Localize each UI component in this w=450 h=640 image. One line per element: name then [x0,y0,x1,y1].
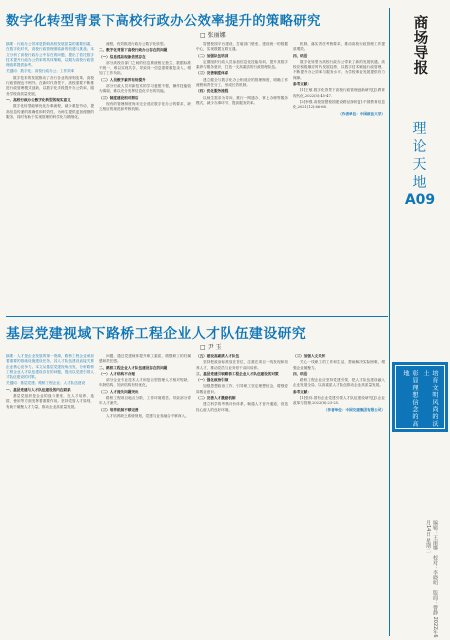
newspaper-masthead [395,16,447,76]
slogan-box [392,362,448,432]
paragraph: 流程，有效推进行政办公数字化转型。 [106,42,168,46]
paragraph: 一、高校行政办公数字化转型的现实意义 [6,97,71,102]
paragraph: 摘要：行政办公效率是影响高校发展质量的重要因素，在数字化时代，高校行政管理面临新的机遇与挑战。本文分析了高校行政办公中存在的问题，提出了依托数字技术提升行政办公效率的具体策略，以期为高校行政管理改革提供参考。 [6,42,94,68]
page-letter: A [404,192,416,208]
article2-column-1 [6,354,94,636]
article1-title: 数字化转型背景下高校行政办公效率提升的策略研究 [6,14,321,29]
paragraph: 部分企业专业技术人才和复合型管理人才相对短缺，年龄结构、知识结构有待优化。 [99,378,191,388]
paragraph: [1]王敏.数字化背景下高校行政管理创新研究[J].教育现代化,2022(5):45-47. [293,88,385,98]
paragraph: 数字化转型为高校行政办公带来了新的发展机遇。高校应积极顺应时代发展趋势，以数字技术赋能行政管理，不断提升办公效率与服务水平，为学校事业发展提供有力保障。 [293,59,385,80]
paragraph: 四、结语 [293,53,308,58]
paragraph: 智慧校园平台建设，打破部门壁垒，建设统一的数据中心，实现数据互联互通。 [196,42,288,52]
section-char: 论 [412,139,428,155]
article2-column-3 [196,354,288,636]
paragraph: 现有的管理制度尚未完全适应数字化办公的要求，缺乏相应的规范和考核机制。 [99,101,191,112]
paragraph: （四）优化服务流程 [196,89,229,94]
paragraph: 机制，落实责任考核要求，推动高校行政管理工作提质增效。 [293,42,385,52]
paragraph: （三）加强人文关怀 [293,354,326,358]
slogan-line: 彰显理想信念的高地 [402,370,418,428]
article1-column-3 [196,42,288,312]
masthead-char: 导 [413,45,429,62]
page-number [392,192,448,208]
section-label [392,120,448,208]
article2-column-2 [99,354,191,636]
paragraph: （二）加强队伍培训 [196,53,229,58]
paragraph: 一、基层党建与人才队伍建设的内在联系 [6,387,71,392]
paragraph: 路桥工程企业应坚持党建引领，把人才队伍建设融入企业发展全局，以高素质人才队伍推动企业高质量发展。 [293,378,385,388]
paragraph: 部分高校各部门之间的信息系统相互独立，数据标准不统一，难以实现共享，导致同一信息需要重复录入，增加了工作负担。 [99,60,191,76]
masthead-char: 场 [413,30,429,47]
section-char: 地 [412,175,428,191]
paragraph: （三）完善制度体系 [196,71,229,76]
paragraph: 二、数字化背景下高校行政办公存在的问题 [99,48,168,53]
section-char: 天 [412,157,428,173]
paragraph: 数字化转型能够优化办事流程，减少重复劳动，提高信息传递的准确性和时效性，为师生提供更加便捷的服务，同时有助于实现管理的科学化与精细化。 [6,104,94,119]
page-digits: 09 [415,192,436,208]
masthead-char: 报 [413,60,429,77]
paragraph: 四、结语 [293,371,308,376]
paragraph: 加强思想政治工作，引导职工坚定理想信念，增强爱岗敬业意识。 [196,384,288,394]
slogan-line: 培育文明风尚的沃土 [422,370,438,428]
article2-author: □ 尹 玉 [200,344,222,351]
paragraph: （二）人员数字素养有待提升 [99,77,146,82]
article1-author: □ 张丽娜 [200,32,226,39]
paragraph: 二、路桥工程企业人才队伍建设存在的问题 [99,365,168,370]
paragraph: 坚持把政治标准放在首位，注重在项目一线发现和培养人才，推动党员与业务骨干双向培养。 [196,360,288,370]
article1-column-4 [293,42,385,312]
paragraph: 三、基层党建引领路桥工程企业人才队伍建设的对策 [196,371,279,376]
paragraph: 基层党组织是企业的战斗堡垒，在人才培养、选拔、使用等方面发挥着重要作用。坚持党管人才原则，有助于凝聚人才力量，推动企业高质量发展。 [6,394,94,409]
paragraph: [1]张伟.国有企业党建引领人才队伍建设研究[J].企业改革与管理,2022(8):23-25. [293,396,385,406]
paragraph: 路桥工程项目地点分散、工作环境艰苦，导致部分青年人才流失。 [99,396,191,406]
paragraph: （二）完善人才激励机制 [196,396,236,401]
article1-column-2 [99,42,191,312]
paragraph: （五）建设高素质人才队伍 [196,354,240,358]
paragraph: 参考文献： [293,389,311,394]
paragraph: 参考文献： [293,82,311,87]
section-char: 理 [412,121,428,137]
paragraph: （作者单位：中国政法大学） [338,111,385,116]
paragraph: （二）人才流失问题突出 [99,389,139,394]
paragraph: （作者单位：中国交建集团有限公司） [323,407,385,412]
sidebar-divider [389,8,390,636]
paragraph: 部分行政人员对新技术的学习意愿不强，操作技能较为薄弱，难以充分发挥信息化平台的功能。 [99,84,191,94]
paragraph: 以师生需求为导向，推行一网通办、掌上办理等服务模式，减少办事环节，提高服务效率。 [196,95,288,105]
paragraph: 人才培养缺乏系统规划，党建与业务融合不够深入。 [106,413,189,418]
paragraph: 建立健全与数字化办公相适应的管理制度，明确工作流程和责任分工，形成长效机制。 [196,77,288,88]
paragraph: 关键词：数字化；高校行政办公；工作效率 [6,69,75,74]
paragraph: 关键词：基层党建；路桥工程企业；人才队伍建设 [6,381,86,386]
paragraph: 问题，通过党建载体提升职工素质，增强职工的归属感和责任感。 [99,354,191,364]
paragraph: （三）制度建设相对滞后 [99,95,139,100]
article2-title: 基层党建视域下路桥工程企业人才队伍建设研究 [6,326,307,342]
paragraph: （一）强化政治引领 [196,378,229,383]
masthead-char: 商 [413,15,429,32]
paragraph: [2]李强.高校智慧校园建设路径探析[J].中国教育信息化,2021(12):66-68. [293,99,385,110]
article-divider [6,316,388,317]
paragraph: （一）信息孤岛现象依然存在 [99,54,146,59]
issue-info: 编辑：王丽娜 校对：李晓明 版面：曹静 2022年6月14日 星期二 [425,520,438,638]
paragraph: 数字技术的发展推动了各行各业的深刻变革，高校行政管理也不例外。在新时代背景下，高校需要不断推进行政管理模式创新，以数字化手段提升办公效率，服务学校高质量发展。 [6,75,94,96]
paragraph: 关心一线职工的工作和生活，帮助解决实际困难，增强企业凝聚力。 [293,360,385,370]
paragraph: 摘要：人才是企业发展的第一资源，路桥工程企业承担着重要的基础设施建设任务，其人才队伍建设直接关系企业核心竞争力。本文从基层党建视角出发，分析路桥工程企业人才队伍建设存在的问题，提出以党建引领人才队伍建设的对策。 [6,354,94,380]
article2-column-4 [293,354,385,636]
paragraph: （三）培养机制不够完善 [99,407,139,412]
paragraph: 定期组织行政人员参加信息化技能培训，提升其数字素养与服务意识，打造一支高素质的行政管理队伍。 [196,59,288,70]
paragraph: （一）人才结构不合理 [99,371,135,376]
paragraph: 建立科学的考核评价体系，畅通人才晋升通道，营造拴心留人的良好环境。 [196,402,288,412]
article1-column-1 [6,42,94,312]
